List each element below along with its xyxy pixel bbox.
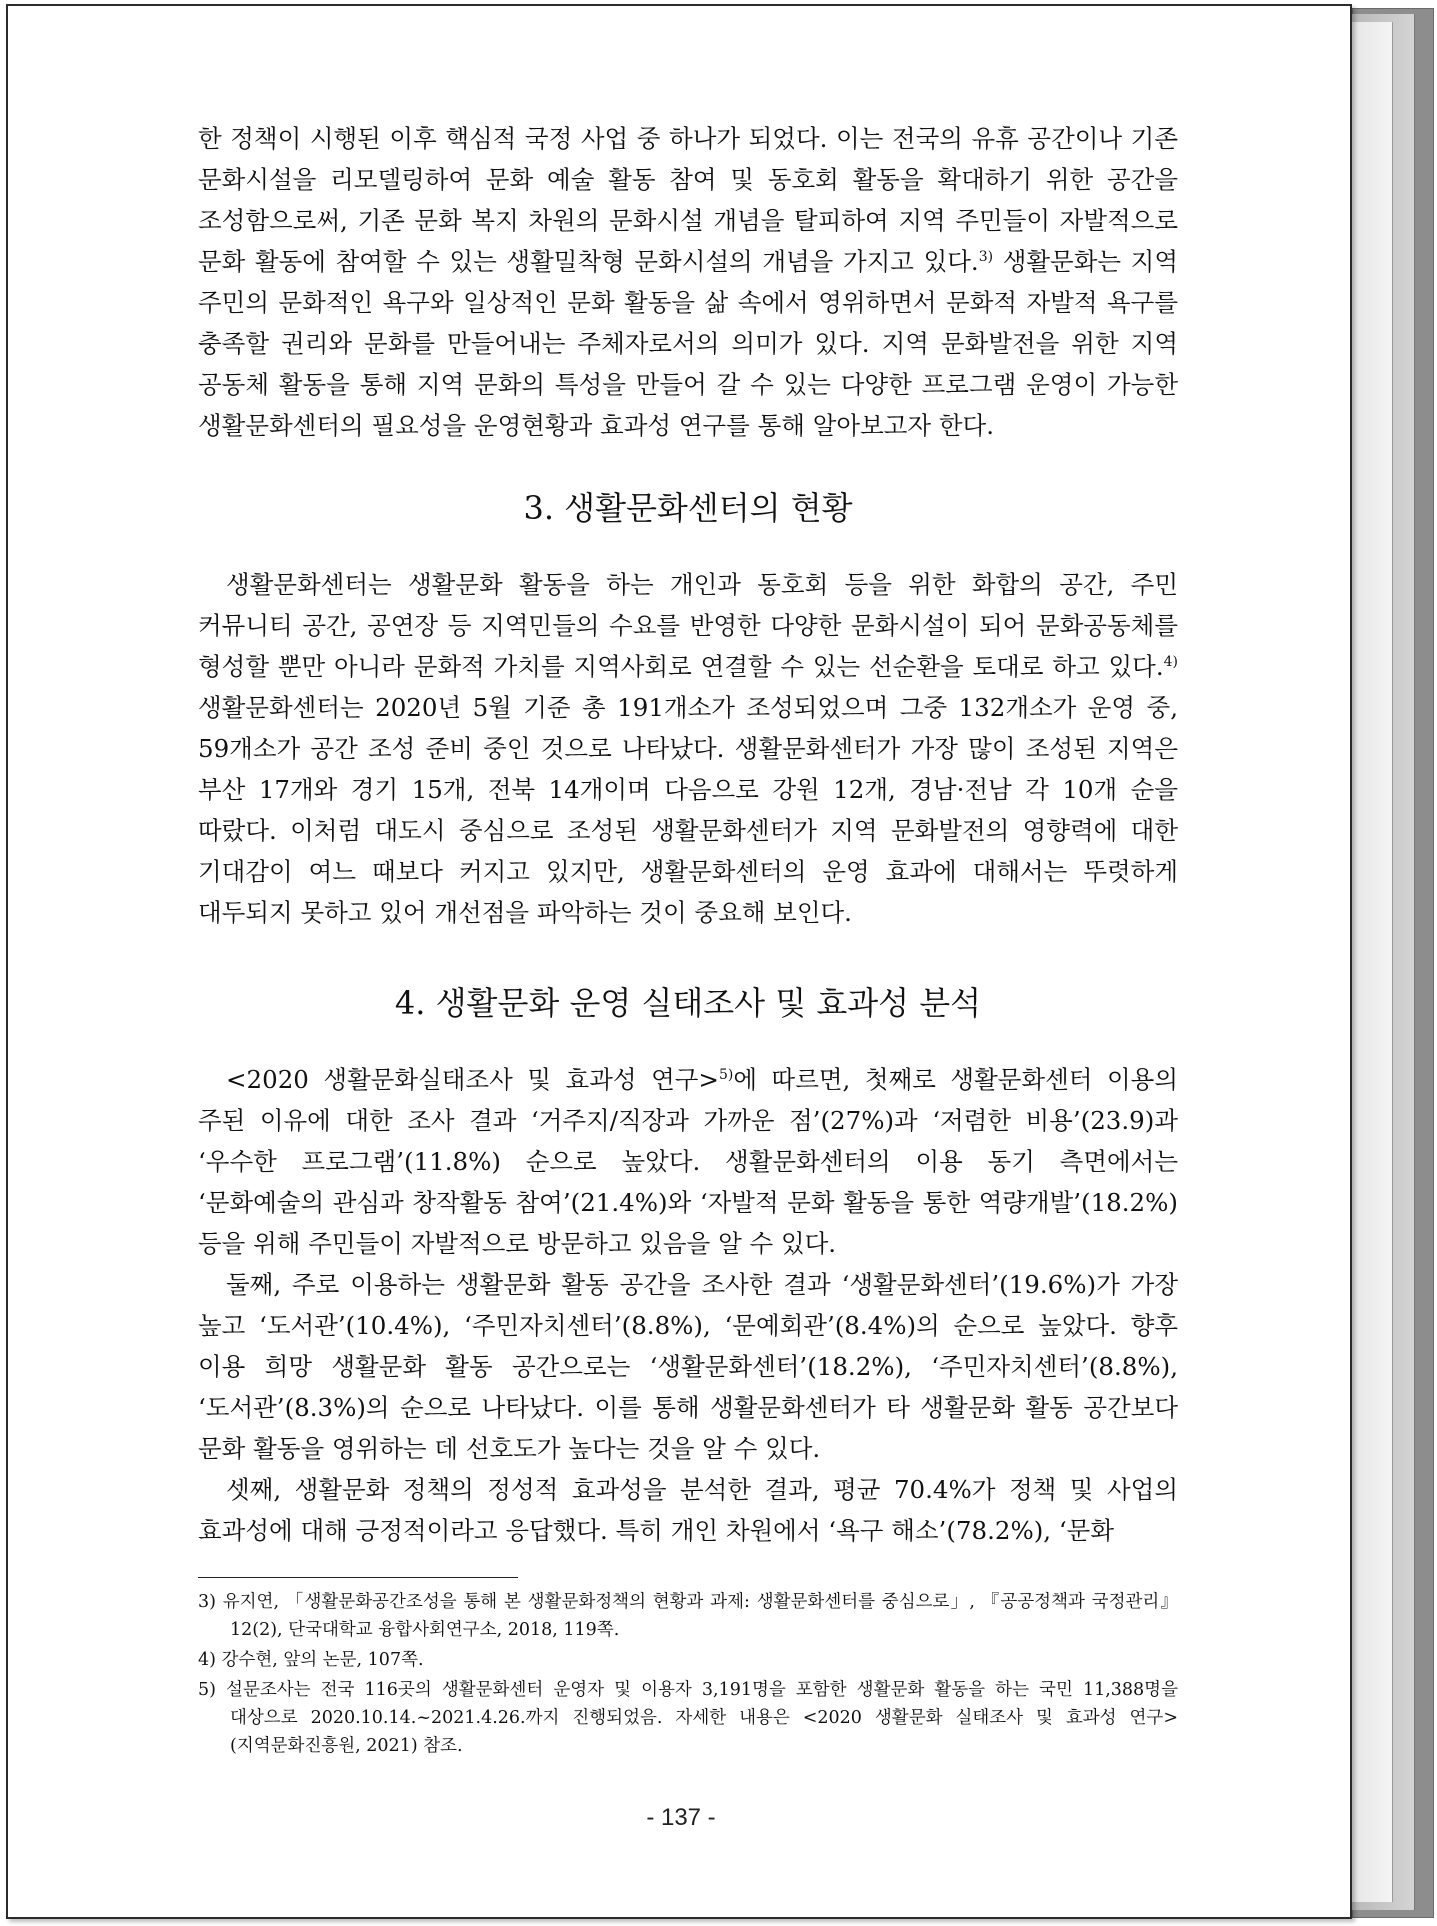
- section3-text-continued: 생활문화센터는 2020년 5월 기준 총 191개소가 조성되었으며 그중 132개소가 운영 중, 59개소가 공간 조성 준비 중인 것으로 나타났다. 생활문화센터가 가장 많이 조성된 지역은 부산 17개와 경기 15개, 전북 14개이며 다음으로 강원 12개, 경남·전남 각 10개 순을 따랐다. 이처럼 대도시 중심으로 조성된 생활문화센터가 지역 문화발전의 영향력에 대한 기대감이 여느 때보다 커지고 있지만, 생활문화센터의 운영 효과에 대해서는 뚜렷하게 대두되지 못하고 있어 개선점을 파악하는 것이 중요해 보인다.: [198, 693, 1178, 927]
- section-heading: 3. 생활문화센터의 현황: [523, 489, 853, 527]
- footnote-ref: 4): [1163, 653, 1178, 670]
- footnote-3: 3) 유지연, 「생활문화공간조성을 통해 본 생활문화정책의 현황과 과제: 생활문화센터를 중심으로」, 『공공정책과 국정관리』 12(2), 단국대학교 융합사회연구소, 2018, 119쪽.: [198, 1592, 1178, 1640]
- study-title: <2020 생활문화실태조사 및 효과성 연구>: [226, 1065, 719, 1094]
- section4-text: 에 따르면, 첫째로 생활문화센터 이용의 주된 이유에 대한 조사 결과 ‘거주지/직장과 가까운 점’(27%)과 ‘저렴한 비용’(23.9)과 ‘우수한 프로그램’(11.8%) 순으로 높았다. 생활문화센터의 이용 동기 측면에서는 ‘문화예술의 관심과 창작활동 참여’(21.4%)와 ‘자발적 문화 활동을 통한 역량개발’(18.2%) 등을 위해 주민들이 자발적으로 방문하고 있음을 알 수 있다.: [198, 1065, 1178, 1258]
- document-page: [6, 4, 1352, 1919]
- section4-paragraph-2: 둘째, 주로 이용하는 생활문화 활동 공간을 조사한 결과 ‘생활문화센터’(19.6%)가 가장 높고 ‘도서관’(10.4%), ‘주민자치센터’(8.8%), ‘문예회관’(8.4%)의 순으로 높았다. 향후 이용 희망 생활문화 활동 공간으로는 ‘생활문화센터’(18.2%), ‘주민자치센터’(8.8%), ‘도서관’(8.3%)의 순으로 나타났다. 이를 통해 생활문화센터가 타 생활문화 활동 공간보다 문화 활동을 영위하는 데 선호도가 높다는 것을 알 수 있다.: [198, 1270, 1178, 1463]
- footnote-divider: [198, 1577, 518, 1578]
- page-body: [198, 118, 1178, 1762]
- section3-text: 생활문화센터는 생활문화 활동을 하는 개인과 동호회 등을 위한 화합의 공간, 주민 커뮤니티 공간, 공연장 등 지역민들의 수요를 반영한 다양한 문화시설이 되어 문화공동체를 형성할 뿐만 아니라 문화적 가치를 지역사회로 연결할 수 있는 선순환을 토대로 하고 있다.: [198, 570, 1178, 681]
- intro-paragraph: [198, 118, 1178, 446]
- section-heading: 4. 생활문화 운영 실태조사 및 효과성 분석: [394, 984, 982, 1022]
- footnote-ref: 3): [978, 248, 994, 265]
- page-stack-edge: [1352, 22, 1393, 1902]
- page-number: - 137 -: [646, 1804, 716, 1831]
- intro-text-continued: 생활문화는 지역 주민의 문화적인 욕구와 일상적인 문화 활동을 삶 속에서 영위하면서 문화적 자발적 욕구를 충족할 권리와 문화를 만들어내는 주체자로서의 의미가 있다. 지역 문화발전을 위한 지역 공동체 활동을 통해 지역 문화의 특성을 만들어 갈 수 있는 다양한 프로그램 운영이 가능한 생활문화센터의 필요성을 운영현황과 효과성 연구를 통해 알아보고자 한다.: [198, 247, 1179, 440]
- footnote-4: 4) 강수현, 앞의 논문, 107쪽.: [198, 1650, 424, 1670]
- footnote-ref: 5): [718, 1066, 734, 1083]
- section4-paragraph-3: 셋째, 생활문화 정책의 정성적 효과성을 분석한 결과, 평균 70.4%가 정책 및 사업의 효과성에 대해 긍정적이라고 응답했다. 특히 개인 차원에서 ‘욕구 해소’(78.2%), ‘문화: [198, 1475, 1178, 1545]
- section4-paragraph-1: [198, 1059, 1178, 1264]
- section3-paragraph: [198, 564, 1178, 933]
- intro-text: 한 정책이 시행된 이후 핵심적 국정 사업 중 하나가 되었다. 이는 전국의 유휴 공간이나 기존 문화시설을 리모델링하여 문화 예술 활동 참여 및 동호회 활동을 확대하기 위한 공간을 조성함으로써, 기존 문화 복지 차원의 문화시설 개념을 탈피하여 지역 주민들이 자발적으로 문화 활동에 참여할 수 있는 생활밀착형 문화시설의 개념을 가지고 있다.: [198, 124, 1178, 276]
- footnote-5: 5) 설문조사는 전국 116곳의 생활문화센터 운영자 및 이용자 3,191명을 포함한 생활문화 활동을 하는 국민 11,388명을 대상으로 2020.10.14.~2021.4.26.까지 진행되었음. 자세한 내용은 <2020 생활문화 실태조사 및 효과성 연구>(지역문화진흥원, 2021) 참조.: [198, 1680, 1178, 1756]
